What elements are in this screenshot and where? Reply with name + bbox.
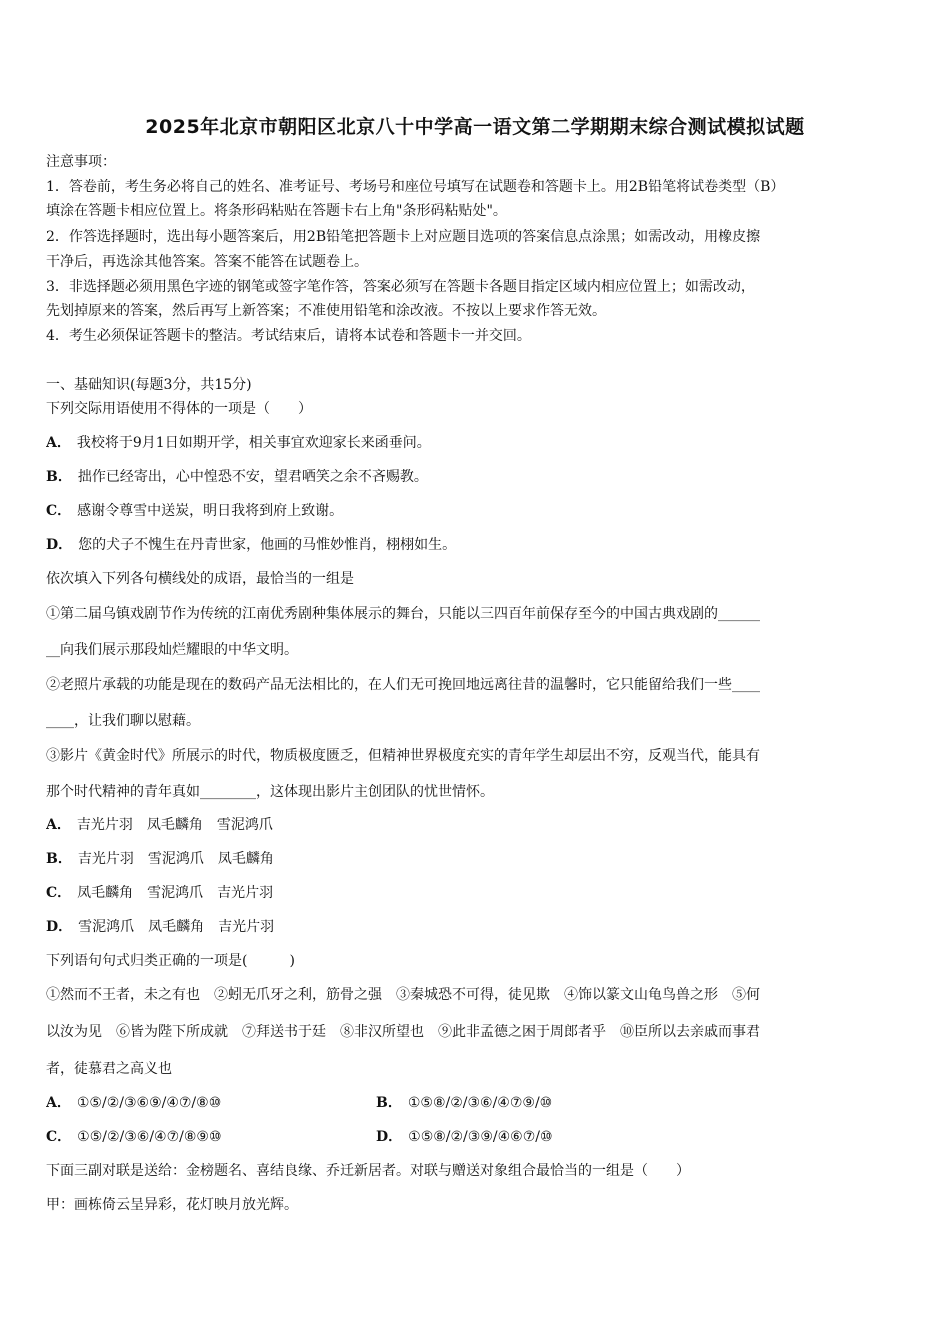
option-text: ①⑤/②/③⑥/④⑦/⑧⑨⑩	[77, 1129, 222, 1145]
option-text: 拙作已经寄出，心中惶恐不安，望君哂笑之余不吝赐教。	[77, 469, 428, 485]
q1-option-d	[46, 535, 908, 555]
option-letter: D．	[46, 537, 73, 553]
q2-line: ②老照片承载的功能是现在的数码产品无法相比的，在人们无可挽回地远离往昔的温馨时，它只能留给我们一些____	[46, 677, 760, 693]
option-text: 雪泥鸿爪 凤毛麟角 吉光片羽	[78, 919, 275, 935]
q4-line: 甲：画栋倚云呈异彩，花灯映月放光辉。	[46, 1197, 298, 1213]
option-letter: C．	[46, 1129, 72, 1145]
notice-line: 1．答卷前，考生务必将自己的姓名、准考证号、考场号和座位号填写在试题卷和答题卡上。用2B铅笔将试卷类型（B）	[46, 179, 785, 195]
q3-option-a	[46, 1095, 221, 1111]
option-text: 感谢令尊雪中送炭，明日我将到府上致谢。	[77, 503, 344, 519]
q2-option-b	[46, 849, 908, 869]
section-heading: 一、基础知识(每题3分，共15分)	[46, 377, 252, 393]
q1-stem: 下列交际用语使用不得体的一项是（ ）	[46, 401, 312, 417]
option-text: ①⑤⑧/②/③⑨/④⑥⑦/⑩	[408, 1129, 553, 1145]
q2-line: ①第二届乌镇戏剧节作为传统的江南优秀剧种集体展示的舞台，只能以三四百年前保存至今的中国古典戏剧的______	[46, 606, 760, 622]
option-letter: A．	[46, 817, 71, 833]
q3-line: 以汝为见 ⑥皆为陛下所成就 ⑦拜送书于廷 ⑧非汉所望也 ⑨此非孟德之困于周郎者乎 ⑩臣所以去亲戚而事君	[46, 1024, 760, 1040]
option-letter: B．	[376, 1095, 402, 1111]
q3-option-b	[376, 1093, 552, 1113]
option-text: 我校将于9月1日如期开学，相关事宜欢迎家长来函垂问。	[76, 435, 431, 451]
q2-line: ____，让我们聊以慰藉。	[46, 713, 200, 729]
q3-option-row	[46, 1127, 908, 1147]
option-text: ①⑤⑧/②/③⑥/④⑦⑨/⑩	[407, 1095, 553, 1111]
q3-option-d	[376, 1127, 553, 1147]
option-letter: A．	[46, 435, 71, 451]
q3-option-row	[46, 1093, 908, 1113]
notice-line: 先划掉原来的答案，然后再写上新答案；不准使用铅笔和涂改液。不按以上要求作答无效。	[46, 303, 606, 319]
notice-line: 填涂在答题卡相应位置上。将条形码粘贴在答题卡右上角"条形码粘贴处"。	[46, 203, 507, 219]
q3-line: 者，徒慕君之高义也	[46, 1061, 172, 1077]
option-letter: D．	[46, 919, 73, 935]
option-text: 您的犬子不愧生在丹青世家，他画的马惟妙惟肖，栩栩如生。	[78, 537, 457, 553]
notice-heading: 注意事项：	[46, 154, 116, 170]
q2-option-d	[46, 917, 908, 937]
q1-option-a	[46, 433, 908, 453]
q4-stem: 下面三副对联是送给：金榜题名、喜结良缘、乔迁新居者。对联与赠送对象组合最恰当的一组是（ ）	[46, 1163, 690, 1179]
notice-line: 3．非选择题必须用黑色字迹的钢笔或签字笔作答，答案必须写在答题卡各题目指定区域内相应位置上；如需改动，	[46, 279, 755, 295]
q2-option-a	[46, 815, 908, 835]
option-letter: B．	[46, 469, 72, 485]
q2-stem: 依次填入下列各句横线处的成语，最恰当的一组是	[46, 571, 354, 587]
notice-line: 2．作答选择题时，选出每小题答案后，用2B铅笔把答题卡上对应题目选项的答案信息点涂黑；如需改动，用橡皮擦	[46, 229, 761, 245]
q3-stem: 下列语句句式归类正确的一项是( )	[46, 953, 295, 969]
page-title: 2025年北京市朝阳区北京八十中学高一语文第二学期期末综合测试模拟试题	[145, 116, 805, 138]
option-letter: D．	[376, 1129, 403, 1145]
q3-line: ①然而不王者，未之有也 ②蚓无爪牙之利，筋骨之强 ③秦城恐不可得，徒见欺 ④饰以篆文山龟鸟兽之形 ⑤何	[46, 987, 760, 1003]
q2-line: ③影片《黄金时代》所展示的时代，物质极度匮乏，但精神世界极度充实的青年学生却层出不穷，反观当代，能具有	[46, 748, 760, 764]
option-text: 凤毛麟角 雪泥鸿爪 吉光片羽	[77, 885, 274, 901]
notice-line: 干净后，再选涂其他答案。答案不能答在试题卷上。	[46, 254, 368, 270]
option-text: ①⑤/②/③⑥⑨/④⑦/⑧⑩	[76, 1095, 222, 1111]
q1-option-c	[46, 501, 908, 521]
option-letter: C．	[46, 503, 72, 519]
option-text: 吉光片羽 雪泥鸿爪 凤毛麟角	[77, 851, 274, 867]
notice-line: 4．考生必须保证答题卡的整洁。考试结束后，请将本试卷和答题卡一并交回。	[46, 328, 531, 344]
q2-option-c	[46, 883, 908, 903]
q2-line: __向我们展示那段灿烂耀眼的中华文明。	[46, 642, 298, 658]
option-letter: C．	[46, 885, 72, 901]
option-letter: A．	[46, 1095, 71, 1111]
option-letter: B．	[46, 851, 72, 867]
q1-option-b	[46, 467, 908, 487]
q2-line: 那个时代精神的青年真如________，这体现出影片主创团队的忧世情怀。	[46, 784, 494, 800]
option-text: 吉光片羽 凤毛麟角 雪泥鸿爪	[76, 817, 273, 833]
q3-option-c	[46, 1129, 222, 1145]
